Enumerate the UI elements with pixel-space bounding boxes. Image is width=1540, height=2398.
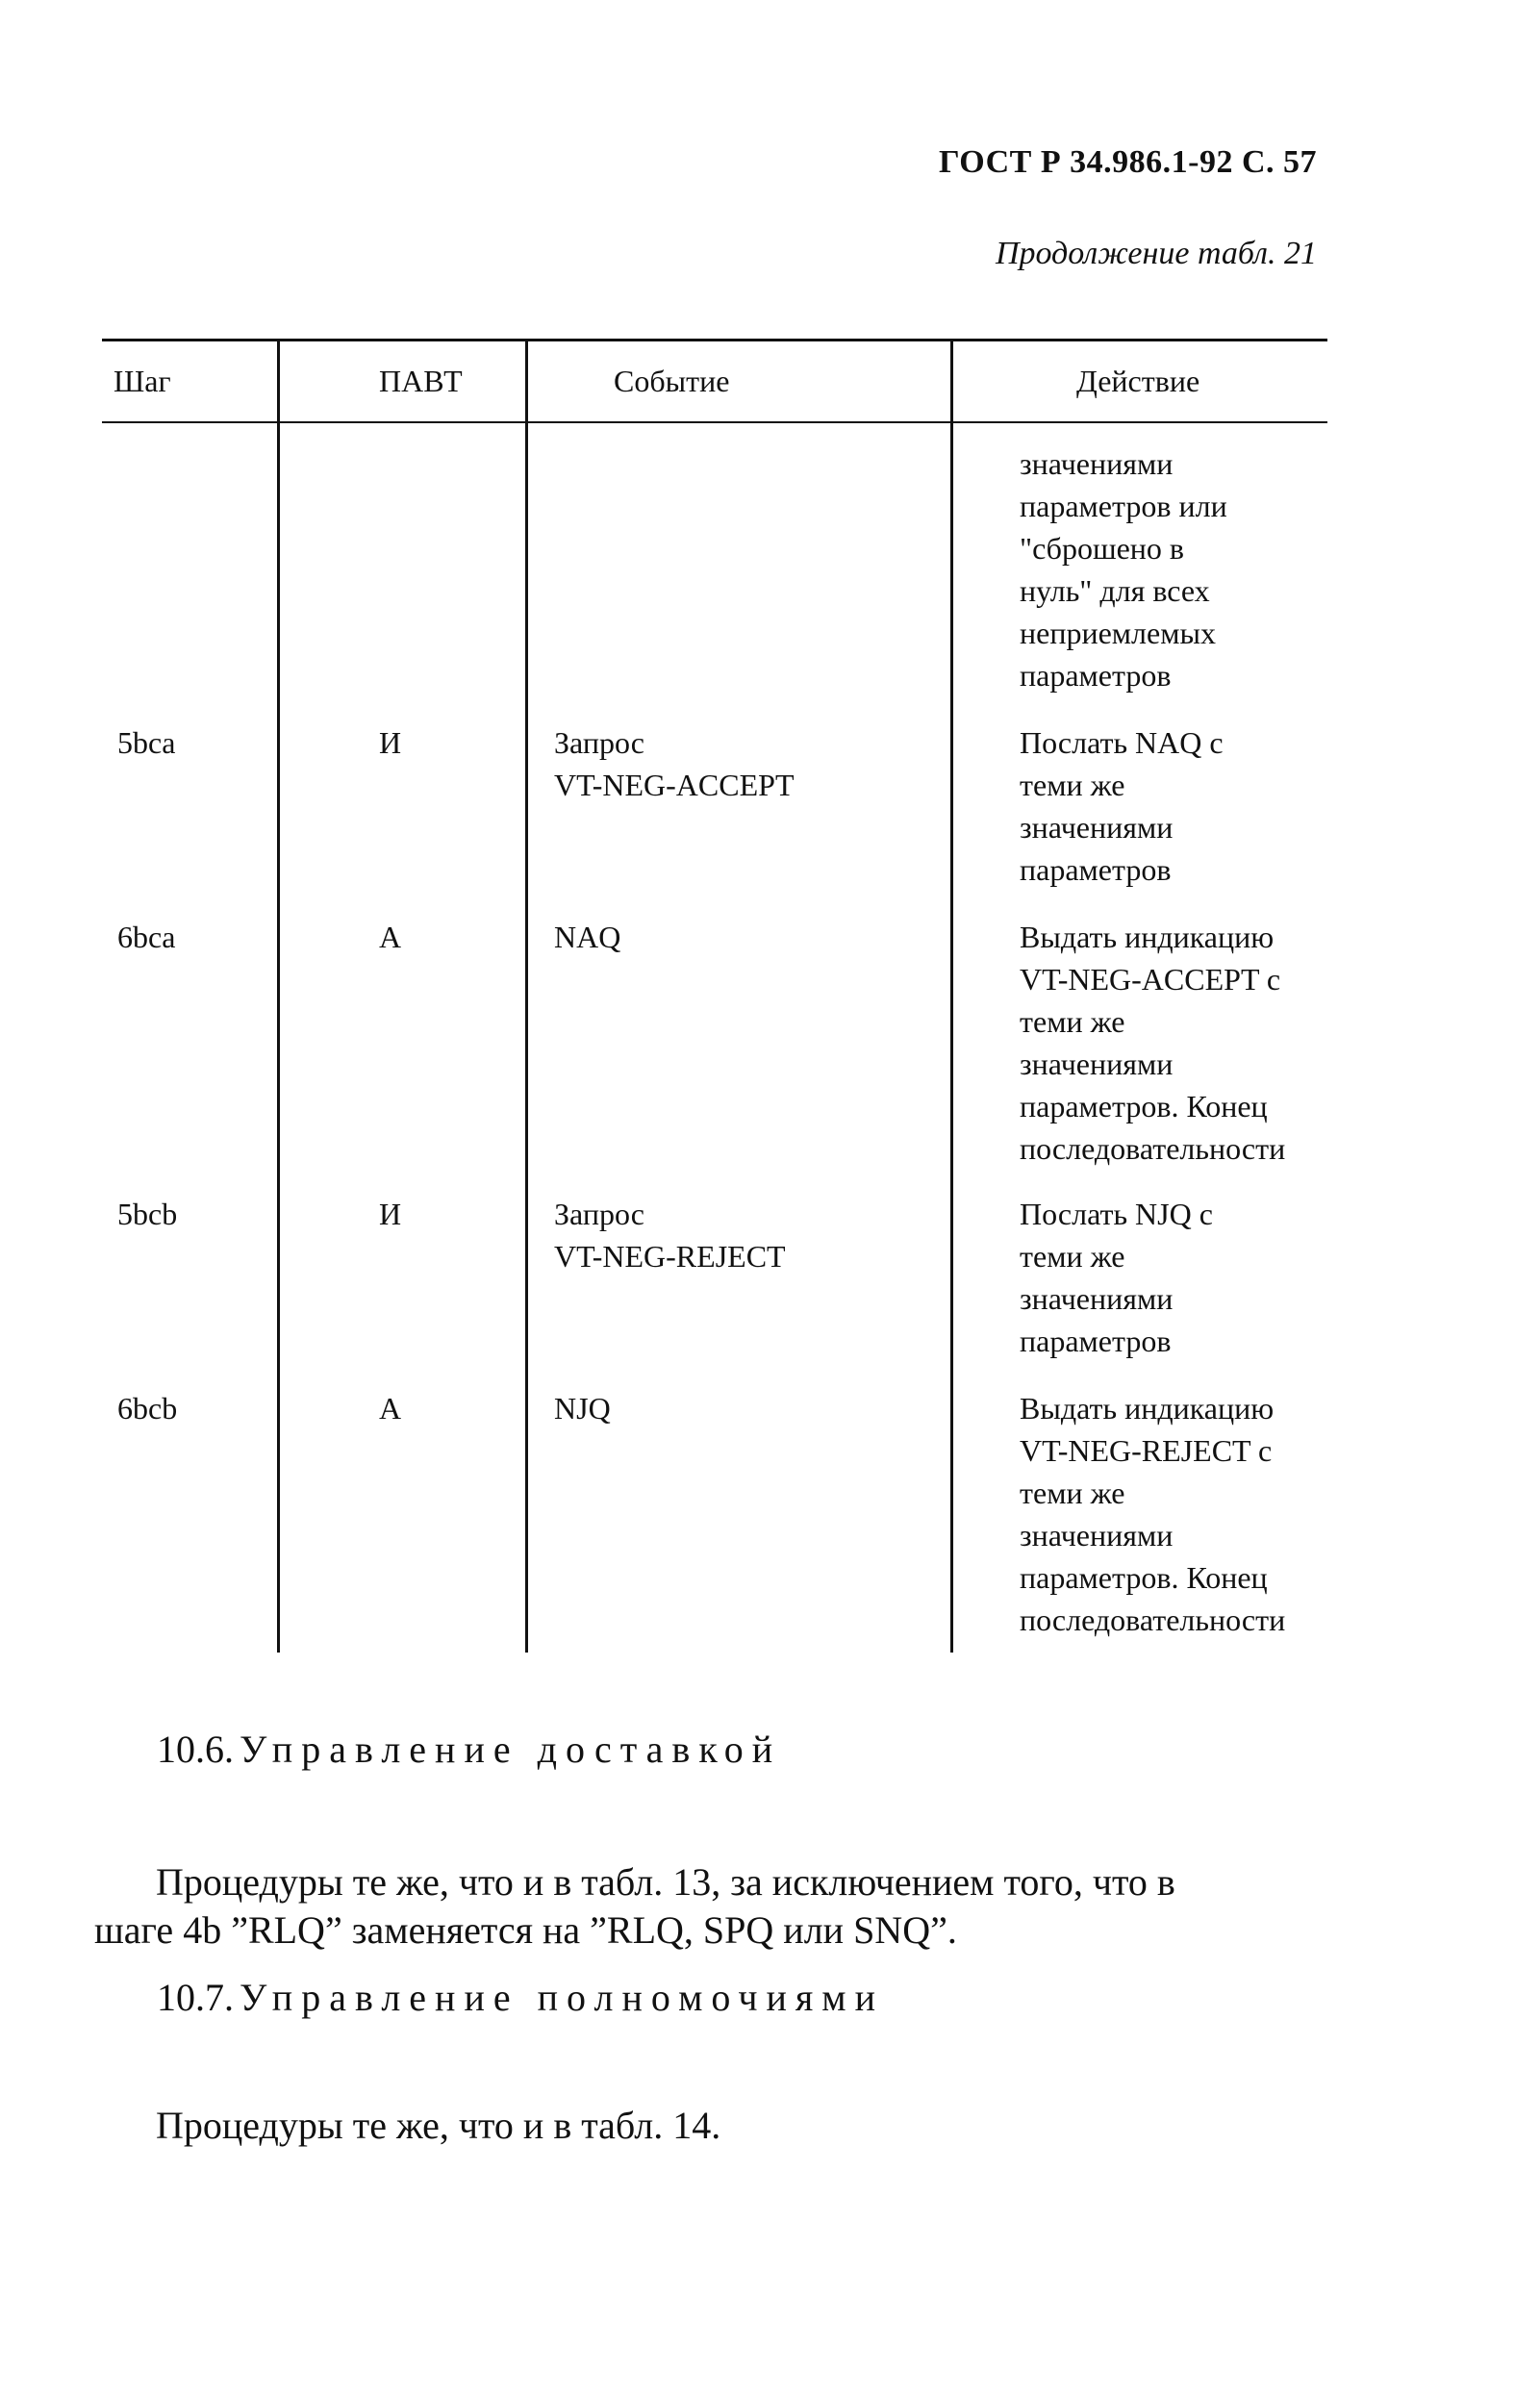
section-title: Управление полномочиями	[240, 1976, 885, 2019]
column-divider	[525, 339, 528, 1653]
table-cell-step: 5bca	[117, 725, 176, 760]
table-top-rule	[102, 339, 1327, 341]
table-cell-event: Запрос VT-NEG-REJECT	[554, 1197, 786, 1274]
table-cell-pavt: А	[379, 1391, 402, 1426]
paragraph-line: шаге 4b ”RLQ” заменяется на ”RLQ, SPQ или SNQ”.	[94, 1908, 957, 1952]
column-header-step: Шаг	[114, 364, 171, 398]
table-continuation-label: Продолжение табл. 21	[995, 236, 1317, 271]
column-divider	[277, 339, 280, 1653]
section-number: 10.6.	[157, 1728, 234, 1771]
table-cell-action: значениями параметров или "сброшено в нуль" для всех неприемлемых параметров	[1020, 446, 1227, 693]
table-cell-action: Выдать индикацию VT-NEG-REJECT с теми же значениями параметров. Конец последовательности	[1020, 1391, 1286, 1637]
table-cell-pavt: И	[379, 725, 402, 760]
table-cell-pavt: А	[379, 920, 402, 954]
table-cell-step: 6bca	[117, 920, 176, 954]
table-cell-event: NJQ	[554, 1391, 611, 1426]
table-cell-action: Послать NJQ с теми же значениями параметров	[1020, 1197, 1213, 1358]
table-cell-action: Послать NAQ с теми же значениями параметров	[1020, 725, 1224, 887]
section-title: Управление доставкой	[240, 1728, 782, 1771]
section-paragraph	[94, 1858, 1345, 1955]
section-number: 10.7.	[157, 1976, 234, 2019]
procedure-table	[102, 339, 1327, 1653]
column-divider	[950, 339, 953, 1653]
paragraph-line: Процедуры те же, что и в табл. 13, за исключением того, что в	[156, 1860, 1175, 1904]
section-paragraph	[94, 2102, 1345, 2150]
table-cell-step: 6bcb	[117, 1391, 178, 1426]
document-code-header: ГОСТ Р 34.986.1-92 С. 57	[938, 144, 1317, 180]
section-heading	[157, 1975, 884, 2020]
table-cell-action: Выдать индикацию VT-NEG-ACCEPT с теми же значениями параметров. Конец последовательности	[1020, 920, 1286, 1166]
table-cell-pavt: И	[379, 1197, 402, 1231]
column-header-pavt: ПАВТ	[379, 364, 463, 398]
table-header-rule	[102, 421, 1327, 423]
paragraph-line: Процедуры те же, что и в табл. 14.	[156, 2104, 721, 2147]
table-cell-event: NAQ	[554, 920, 621, 954]
table-cell-step: 5bcb	[117, 1197, 178, 1231]
table-cell-event: Запрос VT-NEG-ACCEPT	[554, 725, 795, 802]
section-heading	[157, 1727, 781, 1772]
column-header-event: Событие	[614, 364, 730, 398]
column-header-action: Действие	[1076, 364, 1200, 398]
